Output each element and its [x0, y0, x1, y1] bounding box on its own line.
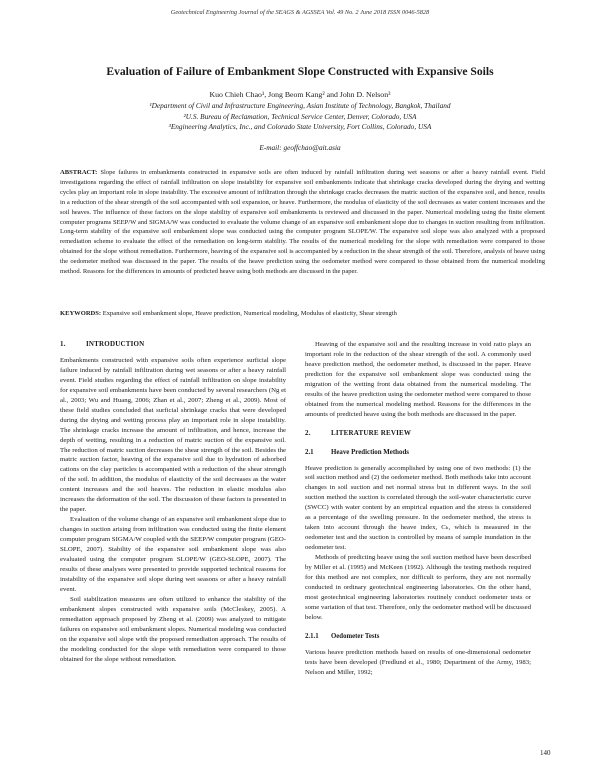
subsubsection-heading-oedometer-tests: 2.1.1 Oedometer Tests — [305, 632, 380, 640]
right-column — [305, 340, 531, 678]
affiliations — [60, 101, 540, 133]
section-heading-literature-review: 2. LITERATURE REVIEW — [305, 428, 412, 437]
left-column — [60, 340, 286, 665]
abstract-text: Slope failures in embankments constructed in expansive soils are often induced by rainfall infiltration during wet seasons or after a heavy rainfall event. Field investigations regarding the effect of rainfall infiltration on slope instability for expansive soil embankments indicate that shrinkage cracks developed during the drying and wetting cycles play an important role in slope instability. The excessive amount of infiltration through the shrinkage cracks decreases the matric suction of the expansive soil, and hence, results in a reduction of the shear strength of the soil accompanied with soil expansion, or heave. Furthermore, the modulus of elasticity of the soil decreases as water content increases and the soil heaves. The influence of these factors on the slope stability of expansive soil embankments is reviewed and discussed in the paper. Numerical modeling using the finite element computer programs SEEP/W and SIGMA/W was conducted to evaluate the volume change of an expansive soil embankment slope due to changes in suction resulting from infiltration. Long-term stability of the expansive soil embankment slope was conducted using the computer program SLOPE/W. The expansive soil slope was also analyzed with a proposed remediation scheme to evaluate the effect of the remediation on long-term stability. The results of the numerical modeling for the slope with remediation were compared to those obtained for the slope without remediation. Furthermore, heaving of the expansive soil is accompanied by a reduction in the shear strength of the soil. Therefore, analysis of heave using the oedometer method was discussed in the paper. The results of the heave prediction using the oedometer method were compared to those obtained from the numerical modeling method. Reasons for the differences in amounts of predicted heave using both methods are discussed in the paper. — [60, 169, 545, 276]
intro-paragraph-4: Heaving of the expansive soil and the resulting increase in void ratio plays an important role in the reduction of the shear strength of the soil. A commonly used heave prediction method, the oedometer method, is discussed in the paper. Heave prediction for the expansive soil embankment slope was conducted using the migration of the wetting front data obtained from the numerical modeling. The results of the heave prediction using the oedometer method were compared to those obtained from the numerical modeling method. Reasons for the differences in the amounts of predicted heave using the both methods are discussed in the paper. — [305, 341, 531, 418]
page-number: 140 — [540, 749, 551, 757]
affiliation-2: ²U.S. Bureau of Reclamation, Technical Service Center, Denver, Colorado, USA — [183, 111, 417, 121]
subsection-heading-heave-prediction: 2.1 Heave Prediction Methods — [305, 448, 409, 456]
keywords-text: Expansive soil embankment slope, Heave prediction, Numerical modeling, Modulus of elasticity, Shear strength — [102, 310, 397, 317]
affiliation-3: ³Engineering Analytics, Inc., and Colorado State University, Fort Collins, Colorado, USA — [168, 122, 432, 132]
heave-paragraph-2: Methods of predicting heave using the soil suction method have been described by Miller et al. (1995) and McKeen (1992). Although the testing methods required for this method are not complex, nor difficult to perform, they are not normally conducted in ordinary geotechnical engineering laboratories. On the other hand, most geotechnical engineering laboratories routinely conduct oedometer tests or some variation of that test. Therefore, only the oedometer method will be discussed below. — [305, 554, 531, 621]
author-list: Kuo Chieh Chao¹, Jong Beom Kang² and John D. Nelson³ — [209, 90, 391, 99]
oedometer-paragraph-1: Various heave prediction methods based on results of one-dimensional oedometer tests have been developed (Fredlund et al., 1980; Department of the Army, 1983; Nelson and Miller, 1992; — [305, 648, 531, 676]
section-heading-introduction: 1. INTRODUCTION — [60, 340, 145, 348]
keywords — [60, 310, 545, 317]
heave-paragraph-1: Heave prediction is generally accomplished by using one of two methods: (1) the soil suction method and (2) the oedometer method. Both methods take into account changes in soil suction and net normal stress but in different ways. In the soil suction method the suction is correlated through the soil-water characteristic curve (SWCC) with water content by an empirical equation and the stress is considered as a percentage of the swelling pressure. In the oedometer method, the stress is taken into account through the heave index, Cₕ, which is measured in the oedometer test and the suction is controlled by means of sample inundation in the oedometer test. — [305, 464, 531, 552]
affiliation-1: ¹Department of Civil and Infrastructure Engineering, Asian Institute of Technology, Bangkok, Thailand — [149, 101, 451, 110]
intro-paragraph-2: Evaluation of the volume change of an expansive soil embankment slope due to changes in suction arising from infiltration was conducted using the finite element computer program SIGMA/W coupled with the SEEP/W computer program (GEO-SLOPE, 2007). Stability of the expansive soil embankment slope was also evaluated using the computer program SLOPE/W (GEO-SLOPE, 2007). The results of these analyses were presented to provide supported technical reasons for instability of the expansive soil slope during wet seasons or after a heavy rainfall event. — [60, 516, 286, 593]
paper-title: Evaluation of Failure of Embankment Slope Constructed with Expansive Soils — [106, 65, 494, 78]
contact-email: E-mail: geoffchao@ait.asia — [259, 143, 341, 152]
journal-header: Geotechnical Engineering Journal of the SEAGS & AGSSEA Vol. 49 No. 2 June 2018 ISSN 0046-5828 — [170, 9, 430, 16]
intro-paragraph-1: Embankments constructed with expansive soils often experience surficial slope failure induced by rainfall infiltration during wet seasons or after a heavy rainfall event. Field studies regarding the effect of rainfall infiltration on slope instability for expansive soil embankments have been conducted by several researchers (Ng et al., 2003; Wu and Huang, 2006; Zhan et al., 2007; Zheng et al., 2009). Most of these field studies concluded that surficial shrinkage cracks that were developed during the drying and wetting process play an important role in slope instability. The shrinkage cracks increase the amount of infiltration, and hence, increase the depth of wetting, resulting in a reduction of matric suction of the expansive soil. The reduction of matric suction decreases the shear strength of the soil. Besides the matric suction factor, heaving of the expansive soil due to hydration of adsorbed cations on the clay particles is accompanied with a reduction of the shear strength of the soil. In addition, the modulus of elasticity of the soil decreases as the water content increases and the soil heaves. The reduction in elastic modulus also increases the deformation of the soil. The discussion of these factors is presented in the paper. — [60, 356, 286, 514]
keywords-label: KEYWORDS: — [60, 310, 102, 317]
intro-paragraph-3: Soil stabilization measures are often utilized to enhance the stability of the embankment slopes constructed with expansive soils (McCleskey, 2005). A remediation approach proposed by Zheng et al. (2009) was analyzed to mitigate failures on expansive soil embankment slopes. Numerical modeling was conducted on the expansive soil slope with the proposed remediation approach. The results of the modeling conducted for the slope with remediation were compared to those obtained for the slope without remediation. — [60, 595, 286, 663]
abstract — [60, 168, 545, 277]
abstract-label: ABSTRACT: — [60, 169, 98, 176]
